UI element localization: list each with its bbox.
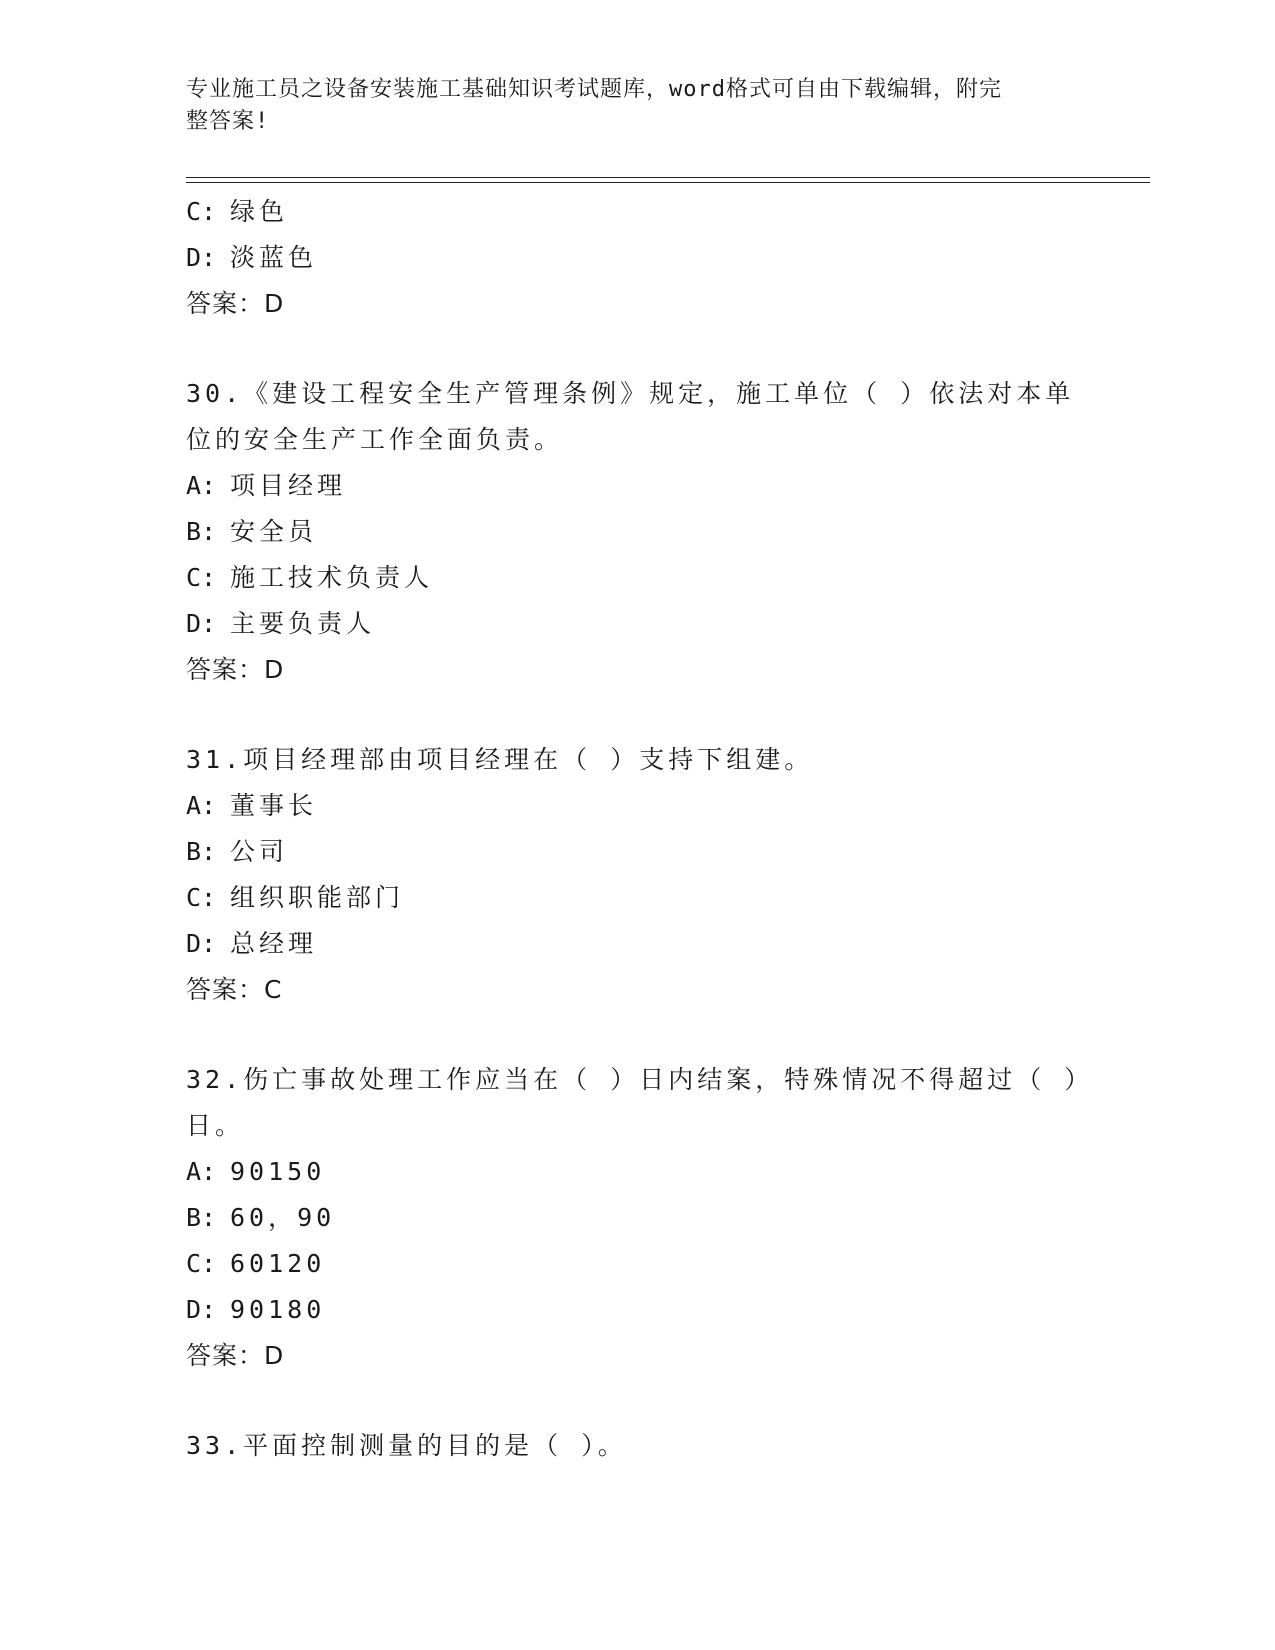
header-line-2: 整答案!: [186, 109, 270, 134]
option-d: D: 总经理: [186, 929, 318, 958]
option-d: D: 90180: [186, 1295, 326, 1324]
question-33: [186, 1423, 1066, 1469]
question-30: [186, 371, 1075, 693]
question-32: [186, 1057, 1094, 1379]
header-divider-thin: [186, 182, 1150, 183]
option-b: B: 安全员: [186, 517, 318, 546]
option-a: A: 董事长: [186, 791, 318, 820]
answer-line: 答案：D: [186, 1341, 285, 1370]
answer-line: 答案：C: [186, 975, 283, 1004]
option-a: A: 90150: [186, 1157, 326, 1186]
document-header: [186, 74, 1066, 138]
option-c: C: 施工技术负责人: [186, 563, 434, 592]
option-c: C: 绿色: [186, 197, 289, 226]
header-divider-thick: [186, 177, 1150, 178]
option-c: C: 60120: [186, 1249, 326, 1278]
question-list: [186, 189, 1094, 1469]
question-stem: 30.《建设工程安全生产管理条例》规定，施工单位（ ）依法对本单: [186, 379, 1075, 408]
option-b: B: 公司: [186, 837, 289, 866]
question-31: [186, 737, 1066, 1013]
question-stem-continued: 日。: [186, 1111, 245, 1140]
option-b: B: 60，90: [186, 1203, 336, 1232]
option-d: D: 淡蓝色: [186, 243, 318, 272]
answer-line: 答案：D: [186, 655, 285, 684]
question-stem: 33.平面控制测量的目的是（ ）。: [186, 1431, 627, 1460]
question-stem-continued: 位的安全生产工作全面负责。: [186, 425, 564, 454]
question-stem: 31.项目经理部由项目经理在（ ）支持下组建。: [186, 745, 814, 774]
option-c: C: 组织职能部门: [186, 883, 405, 912]
answer-line: 答案：D: [186, 289, 285, 318]
header-line-1: 专业施工员之设备安装施工基础知识考试题库，word格式可自由下载编辑，附完: [186, 77, 1002, 102]
option-a: A: 项目经理: [186, 471, 347, 500]
option-d: D: 主要负责人: [186, 609, 376, 638]
question-29-tail: [186, 189, 1066, 327]
question-stem: 32.伤亡事故处理工作应当在（ ）日内结案，特殊情况不得超过（ ）: [186, 1065, 1094, 1094]
